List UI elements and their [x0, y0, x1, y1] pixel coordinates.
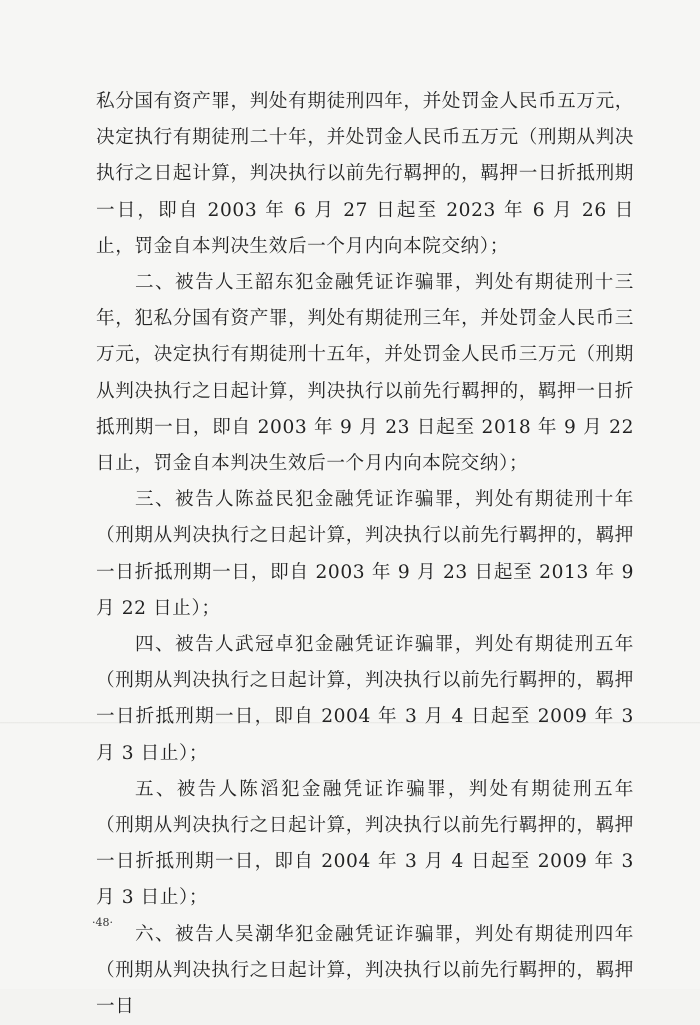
paragraph-1: 私分国有资产罪，判处有期徒刑四年，并处罚金人民币五万元，决定执行有期徒刑二十年，并处罚金人民币五万元（刑期从判决执行之日起计算，判决执行以前先行羁押的，羁押一日折抵刑期一日，即自 2003 年 6 月 27 日起至 2023 年 6 月 26 日止，罚金自本判决生效后一个月内向本院交纳）；: [96, 91, 634, 257]
paragraph-4: 四、被告人武冠卓犯金融凭证诈骗罪，判处有期徒刑五年（刑期从判决执行之日起计算，判决执行以前先行羁押的，羁押一日折抵刑期一日，即自 2004 年 3 月 4 日起至 2009 年 3 月 3 日止）；: [96, 634, 634, 764]
page-number: ·48·: [92, 916, 113, 929]
paragraph-2: 二、被告人王韶东犯金融凭证诈骗罪，判处有期徒刑十三年，犯私分国有资产罪，判处有期徒刑三年，并处罚金人民币三万元，决定执行有期徒刑十五年，并处罚金人民币三万元（刑期从判决执行之日起计算，判决执行以前先行羁押的，羁押一日折抵刑期一日，即自 2003 年 9 月 23 日起至 2018 年 9 月 22 日止，罚金自本判决生效后一个月内向本院交纳）；: [96, 272, 634, 475]
judgment-text: [96, 84, 634, 1025]
paragraph-6: 六、被告人吴潮华犯金融凭证诈骗罪，判处有期徒刑四年（刑期从判决执行之日起计算，判决执行以前先行羁押的，羁押一日: [96, 923, 634, 1018]
paragraph-3: 三、被告人陈益民犯金融凭证诈骗罪，判处有期徒刑十年（刑期从判决执行之日起计算，判决执行以前先行羁押的，羁押一日折抵刑期一日，即自 2003 年 9 月 23 日起至 2013 年 9 月 22 日止）；: [96, 489, 634, 619]
paragraph-5: 五、被告人陈滔犯金融凭证诈骗罪，判处有期徒刑五年（刑期从判决执行之日起计算，判决执行以前先行羁押的，羁押一日折抵刑期一日，即自 2004 年 3 月 4 日起至 2009 年 3 月 3 日止）；: [96, 778, 634, 909]
